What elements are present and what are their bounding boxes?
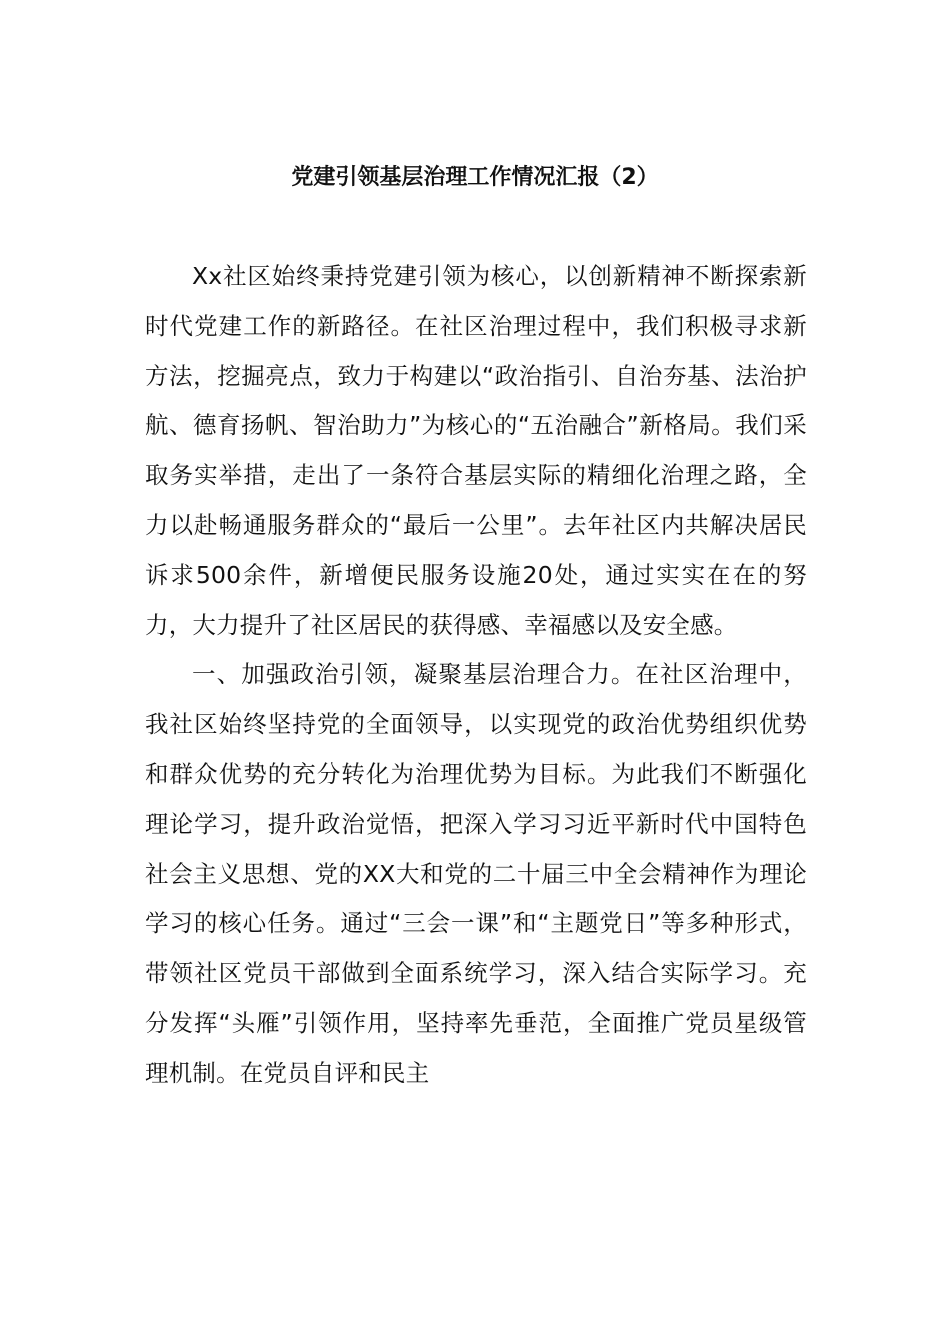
document-title: 党建引领基层治理工作情况汇报（2） <box>291 165 659 190</box>
paragraph-intro: Xx社区始终秉持党建引领为核心，以创新精神不断探索新时代党建工作的新路径。在社区治理过程中，我们积极寻求新方法，挖掘亮点，致力于构建以“政治指引、自治夯基、法治护航、德育扬帆、智治助力”为核心的“五治融合”新格局。我们采取务实举措，走出了一条符合基层实际的精细化治理之路，全力以赴畅通服务群众的“最后一公里”。去年社区内共解决居民诉求500余件，新增便民服务设施20处，通过实实在在的努力，大力提升了社区居民的获得感、幸福感以及安全感。 <box>145 262 807 639</box>
paragraph-section-1: 一、加强政治引领，凝聚基层治理合力。在社区治理中，我社区始终坚持党的全面领导，以实现党的政治优势组织优势和群众优势的充分转化为治理优势为目标。为此我们不断强化理论学习，提升政治觉悟，把深入学习习近平新时代中国特色社会主义思想、党的XX大和党的二十届三中全会精神作为理论学习的核心任务。通过“三会一课”和“主题党日”等多种形式，带领社区党员干部做到全面系统学习，深入结合实际学习。充分发挥“头雁”引领作用，坚持率先垂范，全面推广党员星级管理机制。在党员自评和民主 <box>145 660 807 1087</box>
document-body <box>145 252 807 1099</box>
